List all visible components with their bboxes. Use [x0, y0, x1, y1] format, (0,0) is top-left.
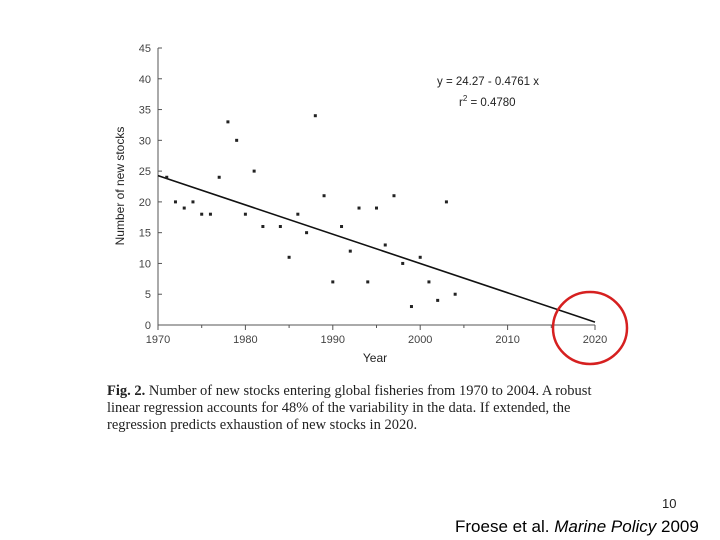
- exhaustion-highlight-circle: [553, 292, 627, 364]
- y-tick-label: 35: [138, 104, 151, 117]
- data-point: [226, 120, 229, 123]
- y-tick-label: 15: [138, 227, 151, 240]
- citation: [455, 517, 699, 537]
- y-tick-label: 40: [138, 73, 151, 86]
- x-tick-label: 2010: [495, 334, 520, 346]
- data-point: [209, 213, 212, 216]
- x-tick-label: 1990: [320, 334, 346, 346]
- data-point: [445, 200, 448, 203]
- data-point: [436, 299, 439, 302]
- y-tick-label: 20: [138, 196, 151, 209]
- y-axis-title: Number of new stocks: [113, 126, 127, 246]
- r-squared-exponent: 2: [462, 94, 468, 103]
- data-point: [305, 231, 308, 234]
- data-point: [244, 213, 247, 216]
- x-axis-title: Year: [362, 351, 388, 365]
- r-squared-prefix: r: [459, 97, 463, 109]
- y-tick-label: 45: [138, 43, 151, 55]
- data-point: [375, 207, 378, 210]
- chart-axes: [139, 43, 607, 346]
- citation-authors: Froese et al.: [455, 517, 555, 536]
- data-point: [314, 114, 317, 117]
- y-tick-label: 5: [144, 289, 151, 302]
- data-point: [253, 170, 256, 173]
- y-tick-label: 10: [138, 258, 151, 271]
- data-point: [331, 280, 334, 283]
- citation-journal: Marine Policy: [554, 517, 657, 536]
- data-point: [183, 207, 186, 210]
- data-point: [261, 225, 264, 228]
- data-point: [384, 243, 387, 246]
- data-point: [191, 200, 194, 203]
- caption-text: Number of new stocks entering global fisheries from 1970 to 2004. A robust linear regression accounts for 48% of the variability in the data. If extended, the regression predicts exhaustion of new stocks in 2020.: [107, 383, 592, 433]
- data-point: [174, 200, 177, 203]
- data-point: [410, 305, 413, 308]
- data-point: [419, 256, 422, 259]
- data-point: [366, 280, 369, 283]
- regression-line: [158, 176, 595, 323]
- figure-caption: [107, 383, 627, 434]
- x-tick-label: 2020: [582, 334, 608, 346]
- data-point: [427, 280, 430, 283]
- chart-annotations: [437, 76, 539, 109]
- data-point: [392, 194, 395, 197]
- data-point: [296, 213, 299, 216]
- data-point: [340, 225, 343, 228]
- data-point: [401, 262, 404, 265]
- data-points: [165, 114, 456, 308]
- r-squared-value: = 0.4780: [467, 97, 516, 109]
- y-tick-label: 30: [138, 135, 151, 148]
- figure-label: Fig. 2.: [107, 383, 146, 399]
- regression-layer: [158, 176, 595, 323]
- y-tick-label: 0: [144, 320, 151, 332]
- x-tick-label: 1970: [145, 334, 171, 346]
- r-squared-label: [459, 94, 516, 109]
- citation-year: 2009: [656, 517, 699, 536]
- regression-equation: y = 24.27 - 0.4761 x: [437, 76, 539, 88]
- data-point: [200, 213, 203, 216]
- data-point: [358, 207, 361, 210]
- y-tick-label: 25: [138, 166, 151, 179]
- data-point: [235, 139, 238, 142]
- data-point: [323, 194, 326, 197]
- data-point: [279, 225, 282, 228]
- x-tick-label: 2000: [407, 334, 433, 346]
- data-point: [165, 176, 168, 179]
- data-point: [218, 176, 221, 179]
- data-point: [349, 250, 352, 253]
- data-point: [454, 293, 457, 296]
- data-point: [288, 256, 291, 259]
- x-tick-label: 1980: [233, 334, 258, 346]
- page-number: 10: [662, 496, 677, 511]
